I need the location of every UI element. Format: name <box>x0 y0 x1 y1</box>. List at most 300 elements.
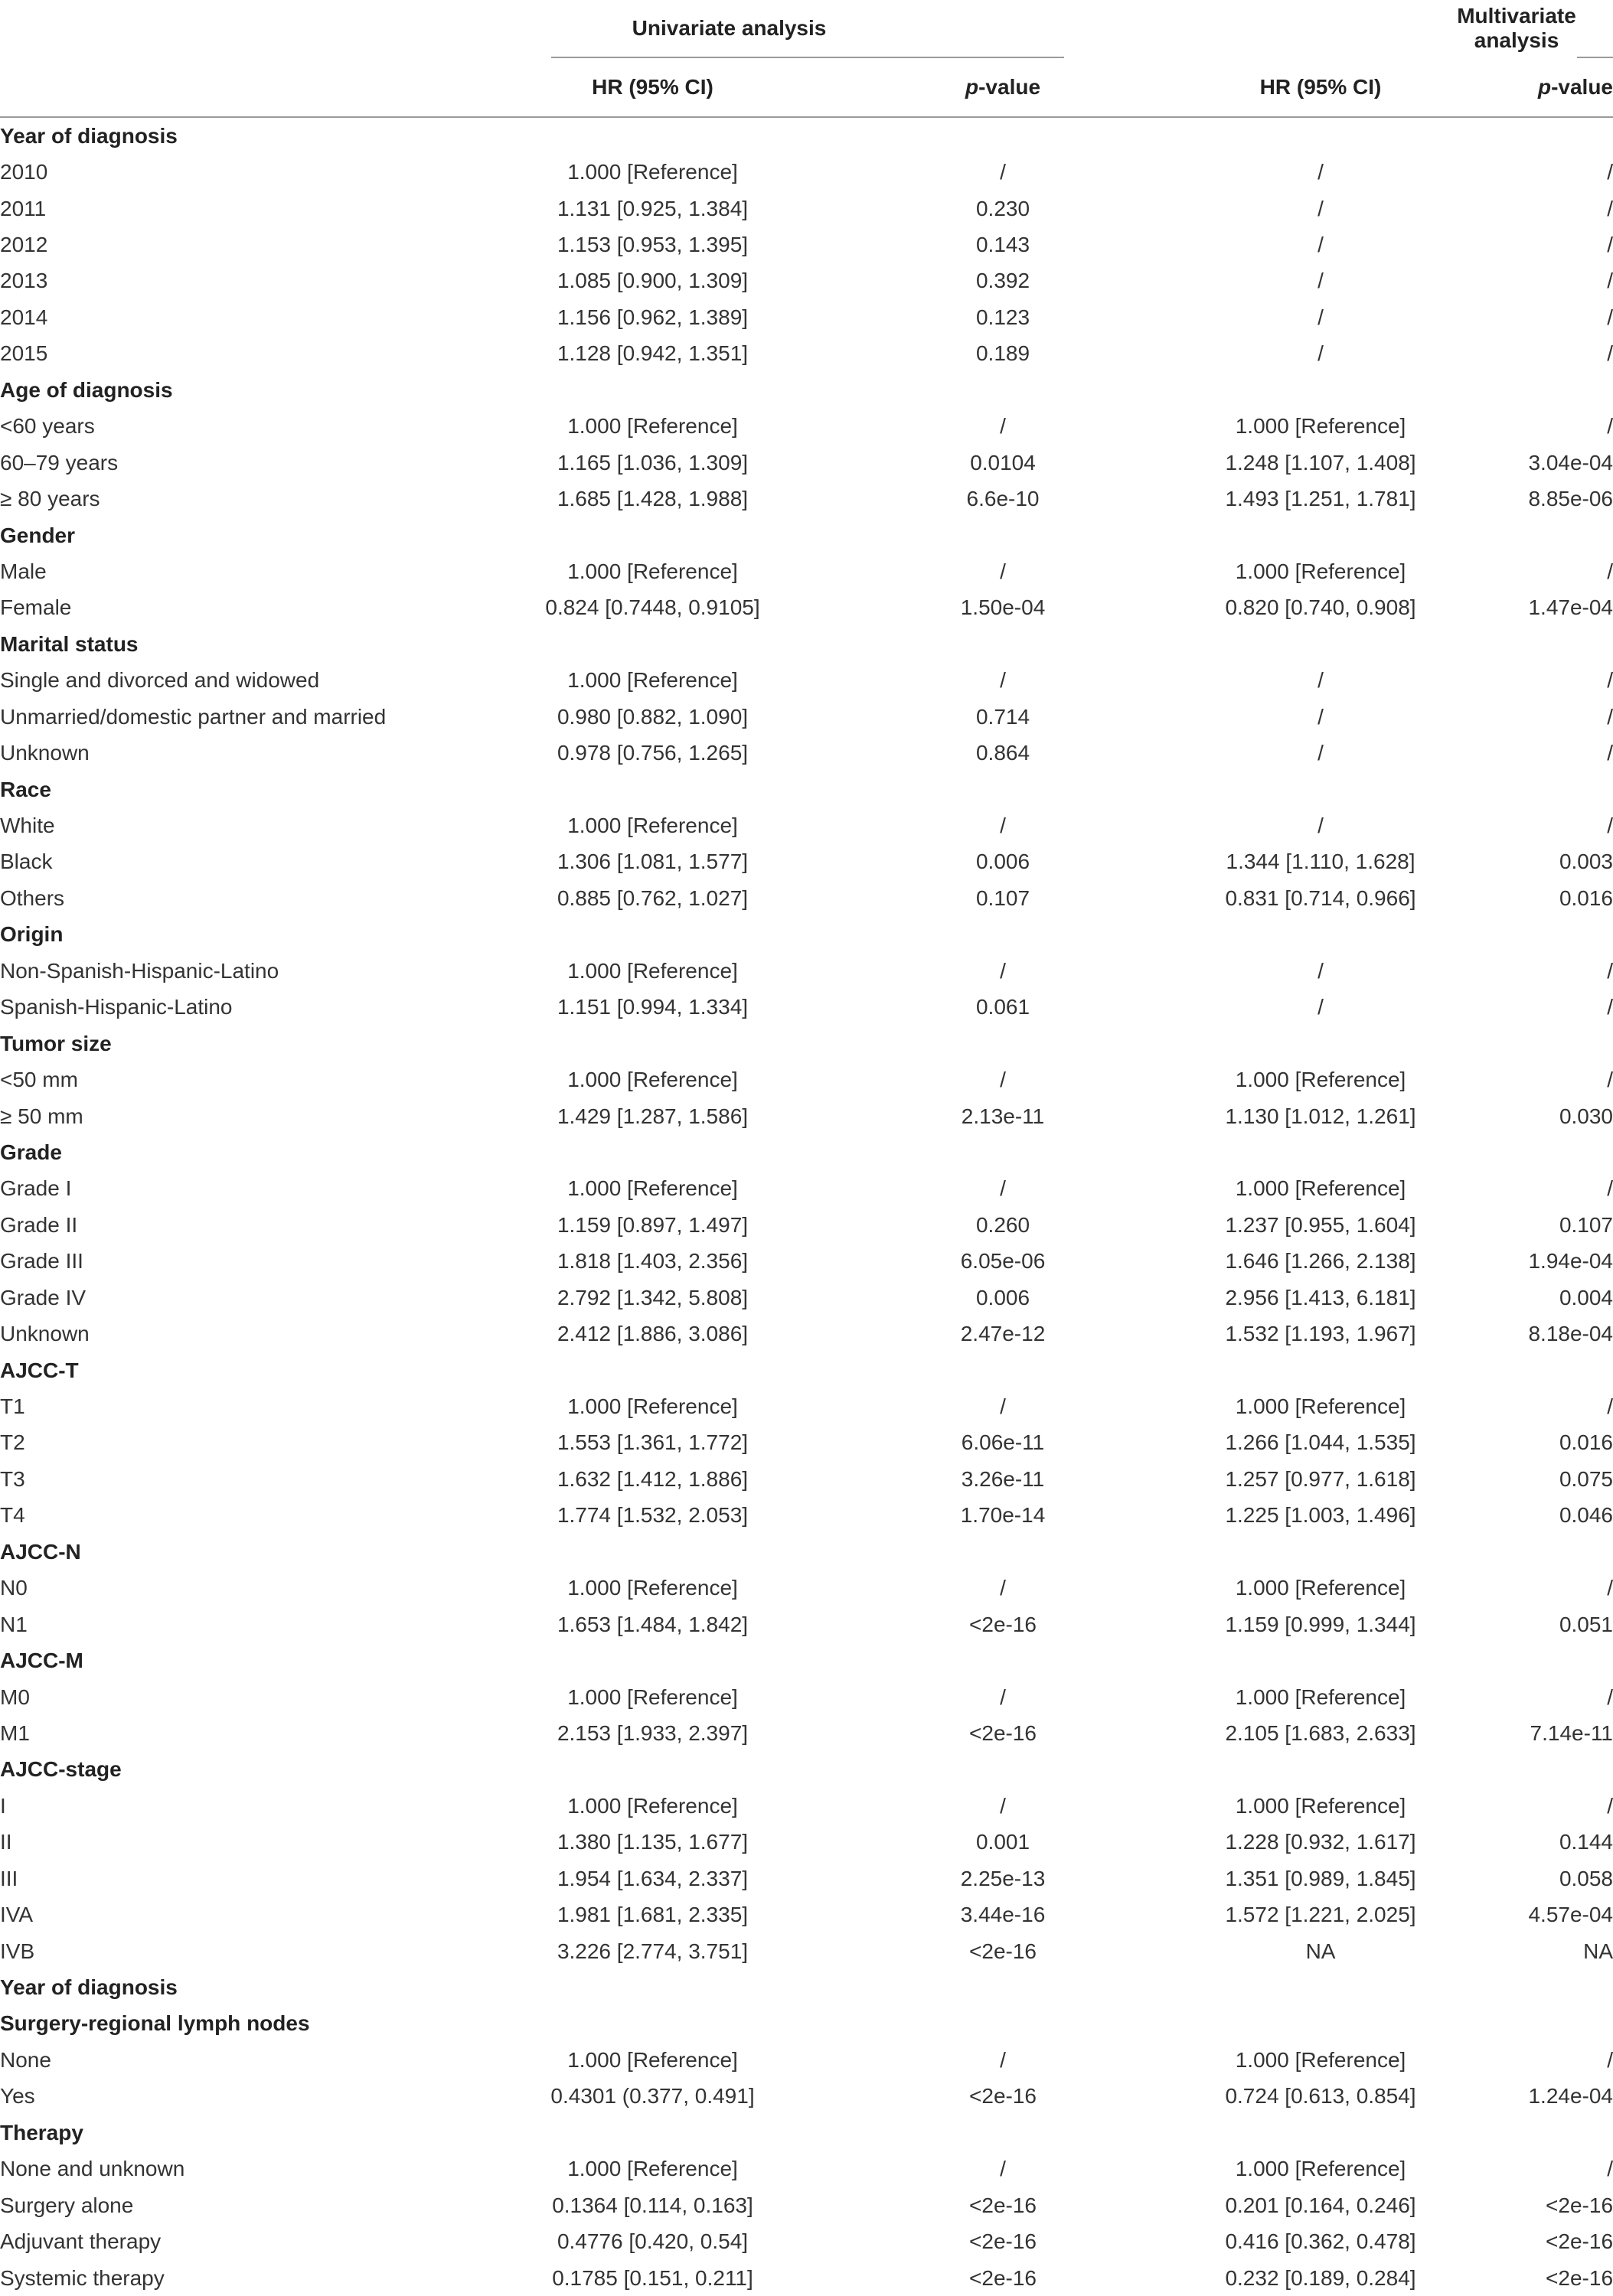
multivariate-hr-cell: 2.956 [1.413, 6.181] <box>1225 1285 1416 1309</box>
univariate-header-label: Univariate analysis <box>632 16 827 40</box>
univariate-p-cell: 0.0104 <box>970 450 1036 475</box>
table-row <box>0 2042 1613 2078</box>
row-label: Female <box>0 595 72 620</box>
univariate-p-cell: / <box>1000 668 1006 693</box>
univariate-p-cell: <2e-16 <box>969 2265 1037 2290</box>
category-label: AJCC-N <box>0 1539 81 1564</box>
multivariate-hr-cell: 1.351 [0.989, 1.845] <box>1225 1866 1416 1890</box>
multivariate-p-cell: 4.57e-04 <box>1528 1903 1613 1927</box>
multivariate-p-cell: 1.94e-04 <box>1528 1249 1613 1274</box>
table-row <box>0 154 1613 190</box>
row-label: White <box>0 814 55 838</box>
univariate-hr-cell: 1.000 [Reference] <box>567 2047 738 2072</box>
univariate-hr-cell: 1.774 [1.532, 2.053] <box>557 1503 749 1528</box>
multivariate-hr-cell: 1.000 [Reference] <box>1235 1793 1406 1818</box>
multivariate-hr-cell: / <box>1318 668 1324 693</box>
category-row <box>0 2006 1613 2042</box>
row-label: Unknown <box>0 1322 90 1346</box>
univariate-hr-cell: 1.000 [Reference] <box>567 2157 738 2181</box>
multivariate-p-cell: / <box>1607 1394 1613 1419</box>
multivariate-header <box>1190 0 1613 57</box>
multivariate-p-cell: / <box>1607 2047 1613 2072</box>
univariate-p-cell: <2e-16 <box>969 2084 1037 2108</box>
univariate-p-cell: / <box>1000 2047 1006 2072</box>
univariate-hr-cell: 1.818 [1.403, 2.356] <box>557 1249 749 1274</box>
row-label: T4 <box>0 1503 25 1528</box>
table-row <box>0 953 1613 989</box>
row-label: Grade II <box>0 1212 78 1237</box>
row-label: 2013 <box>0 269 48 293</box>
category-row <box>0 1352 1613 1388</box>
row-label: 2011 <box>0 196 47 220</box>
univariate-hr-cell: 1.553 [1.361, 1.772] <box>557 1430 749 1455</box>
univariate-p-cell: 0.107 <box>975 885 1030 910</box>
row-label: Unknown <box>0 741 90 765</box>
table-row <box>0 1606 1613 1642</box>
univariate-p-cell: 3.44e-16 <box>960 1903 1046 1927</box>
multivariate-p-cell: 1.24e-04 <box>1528 2084 1613 2108</box>
multivariate-hr-cell: 1.000 [Reference] <box>1235 559 1406 583</box>
univariate-p-cell: 0.392 <box>975 269 1030 293</box>
multivariate-hr-cell: 1.228 [0.932, 1.617] <box>1225 1830 1416 1854</box>
table-row <box>0 263 1613 299</box>
multivariate-p-cell: 3.04e-04 <box>1528 450 1613 475</box>
row-label: Grade IV <box>0 1285 87 1309</box>
univariate-hr-cell: 3.226 [2.774, 3.751] <box>557 1939 749 1963</box>
row-label: <60 years <box>0 414 95 439</box>
table-body <box>0 117 1613 2296</box>
multivariate-hr-cell: / <box>1318 305 1324 329</box>
table-row <box>0 191 1613 227</box>
table-row <box>0 1461 1613 1497</box>
group-header-row <box>0 0 1613 57</box>
row-label: Black <box>0 850 53 874</box>
multivariate-hr-cell: 1.493 [1.251, 1.781] <box>1225 487 1416 511</box>
univariate-p-header <box>815 58 1190 117</box>
table-row <box>0 590 1613 626</box>
univariate-hr-cell: 1.632 [1.412, 1.886] <box>557 1466 749 1491</box>
univariate-p-cell: / <box>1000 1684 1006 1709</box>
label-column-header <box>0 58 490 117</box>
multivariate-hr-cell: / <box>1318 814 1324 838</box>
multivariate-p-cell: 0.030 <box>1559 1104 1613 1128</box>
table-row <box>0 1570 1613 1606</box>
table-row <box>0 553 1613 589</box>
multivariate-p-cell: 8.85e-06 <box>1528 487 1613 511</box>
univariate-hr-cell: 1.653 [1.484, 1.842] <box>557 1612 749 1636</box>
univariate-p-italic: p <box>965 75 979 99</box>
multivariate-hr-header: HR (95% CI) <box>1190 58 1451 117</box>
multivariate-p-cell: / <box>1607 704 1613 729</box>
multivariate-p-cell: / <box>1607 814 1613 838</box>
univariate-p-cell: 0.864 <box>975 741 1030 765</box>
row-label: Spanish-Hispanic-Latino <box>0 995 233 1019</box>
multivariate-p-cell: / <box>1607 269 1613 293</box>
table-row <box>0 807 1613 843</box>
table-row <box>0 2223 1613 2259</box>
row-label: Others <box>0 885 65 910</box>
multivariate-hr-cell: / <box>1318 341 1324 366</box>
multivariate-hr-cell: 2.105 [1.683, 2.633] <box>1225 1720 1416 1745</box>
univariate-hr-cell: 1.000 [Reference] <box>567 1576 738 1600</box>
row-label: None and unknown <box>0 2157 185 2181</box>
univariate-p-cell: / <box>1000 814 1006 838</box>
row-label: II <box>0 1830 12 1854</box>
multivariate-hr-cell: 0.831 [0.714, 0.966] <box>1225 885 1416 910</box>
multivariate-p-cell: / <box>1607 414 1613 439</box>
category-row <box>0 1534 1613 1570</box>
table-row <box>0 1244 1613 1280</box>
multivariate-hr-cell: 1.572 [1.221, 2.025] <box>1225 1903 1416 1927</box>
univariate-p-cell: 0.230 <box>975 196 1030 220</box>
multivariate-hr-cell: 1.000 [Reference] <box>1235 1068 1406 1092</box>
multivariate-hr-cell: 1.000 [Reference] <box>1235 414 1406 439</box>
table-row <box>0 1825 1613 1861</box>
row-label: Single and divorced and widowed <box>0 668 320 693</box>
multivariate-hr-cell: / <box>1318 196 1324 220</box>
multivariate-hr-cell: 0.232 [0.189, 0.284] <box>1225 2265 1416 2290</box>
row-label: <50 mm <box>0 1068 78 1092</box>
multivariate-hr-cell: / <box>1318 958 1324 983</box>
multivariate-p-cell: 0.144 <box>1559 1830 1613 1854</box>
univariate-p-cell: <2e-16 <box>969 2193 1037 2217</box>
category-label: Year of diagnosis <box>0 123 178 148</box>
row-label: Unmarried/domestic partner and married <box>0 704 387 729</box>
multivariate-p-cell: <2e-16 <box>1546 2265 1613 2290</box>
multivariate-p-cell: 0.016 <box>1559 1430 1613 1455</box>
table-row <box>0 1788 1613 1824</box>
univariate-p-cell: <2e-16 <box>969 1612 1037 1636</box>
category-label: Surgery-regional lymph nodes <box>0 2011 310 2036</box>
univariate-hr-cell: 0.885 [0.762, 1.027] <box>557 885 749 910</box>
multivariate-hr-cell: / <box>1318 741 1324 765</box>
row-label: I <box>0 1793 6 1818</box>
univariate-p-cell: / <box>1000 160 1006 184</box>
category-label: AJCC-T <box>0 1358 79 1382</box>
row-label: N1 <box>0 1612 28 1636</box>
category-label: Race <box>0 777 51 801</box>
multivariate-p-cell: 0.051 <box>1559 1612 1613 1636</box>
univariate-hr-cell: 0.824 [0.7448, 0.9105] <box>545 595 760 620</box>
multivariate-p-cell: / <box>1607 995 1613 1019</box>
multivariate-hr-cell: / <box>1318 233 1324 257</box>
category-label: Grade <box>0 1140 62 1164</box>
row-label: III <box>0 1866 18 1890</box>
univariate-hr-cell: 1.954 [1.634, 2.337] <box>557 1866 749 1890</box>
univariate-hr-cell: 0.4301 (0.377, 0.491] <box>550 2084 755 2108</box>
univariate-p-cell: 1.70e-14 <box>960 1503 1046 1528</box>
multivariate-p-cell: / <box>1607 668 1613 693</box>
category-row <box>0 1134 1613 1170</box>
multivariate-p-cell: 7.14e-11 <box>1530 1720 1613 1745</box>
table-row <box>0 409 1613 445</box>
multivariate-hr-cell: 1.532 [1.193, 1.967] <box>1225 1322 1416 1346</box>
multivariate-p-cell: NA <box>1583 1939 1613 1963</box>
univariate-hr-cell: 1.153 [0.953, 1.395] <box>557 233 749 257</box>
univariate-hr-cell: 1.000 [Reference] <box>567 1684 738 1709</box>
univariate-p-cell: <2e-16 <box>969 2229 1037 2254</box>
table-row <box>0 990 1613 1026</box>
univariate-p-cell: 0.061 <box>975 995 1030 1019</box>
multivariate-p-cell: / <box>1607 559 1613 583</box>
category-row <box>0 771 1613 807</box>
multivariate-p-cell: 0.003 <box>1559 850 1613 874</box>
table-row <box>0 1425 1613 1461</box>
univariate-hr-cell: 1.429 [1.287, 1.586] <box>557 1104 749 1128</box>
multivariate-hr-cell: / <box>1318 704 1324 729</box>
category-label: Age of diagnosis <box>0 377 173 402</box>
category-row <box>0 1642 1613 1678</box>
multivariate-p-cell: / <box>1607 305 1613 329</box>
multivariate-p-cell: / <box>1607 1793 1613 1818</box>
univariate-hr-cell: 1.156 [0.962, 1.389] <box>557 305 749 329</box>
table-row <box>0 1207 1613 1243</box>
category-row <box>0 1752 1613 1788</box>
univariate-hr-cell: 0.978 [0.756, 1.265] <box>557 741 749 765</box>
univariate-p-cell: / <box>1000 1068 1006 1092</box>
table-row <box>0 2187 1613 2223</box>
multivariate-p-header <box>1451 58 1613 117</box>
row-label: M0 <box>0 1684 30 1709</box>
multivariate-p-cell: <2e-16 <box>1546 2193 1613 2217</box>
row-label: T1 <box>0 1394 25 1419</box>
table-row <box>0 2151 1613 2187</box>
multivariate-p-cell: / <box>1607 2157 1613 2181</box>
multivariate-hr-cell: 1.000 [Reference] <box>1235 1684 1406 1709</box>
univariate-p-cell: 3.26e-11 <box>961 1466 1045 1491</box>
table-row <box>0 1679 1613 1715</box>
univariate-p-cell: 6.06e-11 <box>961 1430 1045 1455</box>
univariate-p-cell: 0.189 <box>975 341 1030 366</box>
table-row <box>0 1062 1613 1097</box>
univariate-p-cell: / <box>1000 958 1006 983</box>
multivariate-p-cell: 1.47e-04 <box>1528 595 1613 620</box>
multivariate-p-cell: 0.046 <box>1559 1503 1613 1528</box>
univariate-hr-cell: 1.159 [0.897, 1.497] <box>557 1212 749 1237</box>
multivariate-p-rest: -value <box>1551 75 1613 99</box>
category-row <box>0 2115 1613 2151</box>
multivariate-p-cell: / <box>1607 341 1613 366</box>
row-label: T2 <box>0 1430 25 1455</box>
row-label: 60–79 years <box>0 450 119 475</box>
table-row <box>0 445 1613 481</box>
multivariate-hr-cell: 1.159 [0.999, 1.344] <box>1225 1612 1416 1636</box>
univariate-hr-cell: 2.153 [1.933, 2.397] <box>557 1720 749 1745</box>
row-label: M1 <box>0 1720 30 1745</box>
multivariate-p-cell: / <box>1607 1068 1613 1092</box>
multivariate-hr-cell: 0.416 [0.362, 0.478] <box>1225 2229 1416 2254</box>
univariate-p-cell: 2.25e-13 <box>960 1866 1046 1890</box>
row-label: ≥ 50 mm <box>0 1104 83 1128</box>
multivariate-p-cell: 0.107 <box>1559 1212 1613 1237</box>
multivariate-hr-cell: 1.000 [Reference] <box>1235 2157 1406 2181</box>
univariate-hr-cell: 1.151 [0.994, 1.334] <box>557 995 749 1019</box>
univariate-p-cell: 2.47e-12 <box>960 1322 1046 1346</box>
multivariate-hr-cell: 1.344 [1.110, 1.628] <box>1226 850 1415 874</box>
univariate-hr-cell: 0.1364 [0.114, 0.163] <box>552 2193 753 2217</box>
table-row <box>0 299 1613 335</box>
univariate-hr-cell: 1.000 [Reference] <box>567 1793 738 1818</box>
row-label: T3 <box>0 1466 25 1491</box>
univariate-p-cell: / <box>1000 1394 1006 1419</box>
multivariate-p-cell: 0.058 <box>1559 1866 1613 1890</box>
multivariate-hr-cell: 1.646 [1.266, 2.138] <box>1225 1249 1416 1274</box>
multivariate-p-cell: / <box>1607 1176 1613 1201</box>
category-row <box>0 917 1613 953</box>
table-row <box>0 2260 1613 2296</box>
univariate-p-cell: 6.05e-06 <box>960 1249 1046 1274</box>
table-row <box>0 1388 1613 1424</box>
table-row <box>0 699 1613 735</box>
univariate-hr-cell: 0.980 [0.882, 1.090] <box>557 704 749 729</box>
univariate-hr-cell: 0.1785 [0.151, 0.211] <box>552 2265 753 2290</box>
multivariate-p-cell: / <box>1607 741 1613 765</box>
multivariate-hr-cell: 1.000 [Reference] <box>1235 2047 1406 2072</box>
row-label: Grade III <box>0 1249 83 1274</box>
multivariate-hr-cell: / <box>1318 160 1324 184</box>
category-row <box>0 117 1613 154</box>
multivariate-p-cell: / <box>1607 1576 1613 1600</box>
row-label: Systemic therapy <box>0 2265 165 2290</box>
category-label: Marital status <box>0 631 139 656</box>
multivariate-hr-cell: / <box>1318 269 1324 293</box>
multivariate-p-cell: / <box>1607 160 1613 184</box>
multivariate-p-cell: 0.075 <box>1559 1466 1613 1491</box>
univariate-p-cell: 0.260 <box>975 1212 1030 1237</box>
multivariate-p-cell: <2e-16 <box>1546 2229 1613 2254</box>
multivariate-hr-cell: 1.257 [0.977, 1.618] <box>1225 1466 1416 1491</box>
multivariate-hr-cell: 1.130 [1.012, 1.261] <box>1225 1104 1416 1128</box>
category-label: Tumor size <box>0 1031 112 1055</box>
category-row <box>0 626 1613 662</box>
univariate-hr-cell: 1.981 [1.681, 2.335] <box>557 1903 749 1927</box>
univariate-hr-cell: 1.131 [0.925, 1.384] <box>557 196 749 220</box>
multivariate-hr-cell: NA <box>1305 1939 1336 1963</box>
row-label: Surgery alone <box>0 2193 134 2217</box>
univariate-hr-cell: 1.000 [Reference] <box>567 668 738 693</box>
multivariate-p-italic: p <box>1537 75 1552 99</box>
univariate-p-cell: / <box>1000 1176 1006 1201</box>
univariate-hr-cell: 1.128 [0.942, 1.351] <box>557 341 749 366</box>
row-label: 2015 <box>0 341 48 366</box>
table-row <box>0 1280 1613 1316</box>
univariate-hr-cell: 1.000 [Reference] <box>567 1394 738 1419</box>
category-label: Year of diagnosis <box>0 1975 178 2000</box>
univariate-hr-cell: 1.000 [Reference] <box>567 814 738 838</box>
univariate-p-cell: 0.123 <box>975 305 1030 329</box>
univariate-hr-cell: 1.165 [1.036, 1.309] <box>557 450 749 475</box>
univariate-hr-cell: 1.000 [Reference] <box>567 414 738 439</box>
row-label: Non-Spanish-Hispanic-Latino <box>0 958 279 983</box>
row-label: None <box>0 2047 51 2072</box>
multivariate-hr-cell: 1.000 [Reference] <box>1235 1576 1406 1600</box>
univariate-hr-cell: 1.000 [Reference] <box>567 1068 738 1092</box>
univariate-p-cell: 6.6e-10 <box>966 487 1040 511</box>
category-label: AJCC-stage <box>0 1757 122 1782</box>
table-row <box>0 227 1613 263</box>
univariate-hr-cell: 1.000 [Reference] <box>567 1176 738 1201</box>
category-label: AJCC-M <box>0 1649 83 1673</box>
multivariate-p-cell: 0.004 <box>1559 1285 1613 1309</box>
multivariate-hr-cell: 1.237 [0.955, 1.604] <box>1225 1212 1416 1237</box>
univariate-hr-cell: 2.412 [1.886, 3.086] <box>557 1322 749 1346</box>
univariate-p-cell: / <box>1000 414 1006 439</box>
multivariate-hr-cell: 0.201 [0.164, 0.246] <box>1225 2193 1416 2217</box>
univariate-p-cell: / <box>1000 1576 1006 1600</box>
univariate-p-cell: 1.50e-04 <box>960 595 1046 620</box>
row-label: IVA <box>0 1903 34 1927</box>
univariate-hr-cell: 2.792 [1.342, 5.808] <box>557 1285 749 1309</box>
univariate-hr-cell: 1.085 [0.900, 1.309] <box>557 269 749 293</box>
univariate-hr-cell: 1.000 [Reference] <box>567 559 738 583</box>
multivariate-header-label: Multivariate analysis <box>1457 4 1576 52</box>
row-label: 2012 <box>0 233 48 257</box>
row-label: ≥ 80 years <box>0 487 100 511</box>
row-label: IVB <box>0 1939 35 1963</box>
table-row <box>0 2079 1613 2115</box>
univariate-hr-cell: 1.380 [1.135, 1.677] <box>557 1830 749 1854</box>
multivariate-hr-cell: 0.820 [0.740, 0.908] <box>1225 595 1416 620</box>
univariate-p-cell: 0.006 <box>975 1285 1030 1309</box>
row-label: N0 <box>0 1576 28 1600</box>
category-label: Gender <box>0 523 76 547</box>
multivariate-hr-cell: 0.724 [0.613, 0.854] <box>1225 2084 1416 2108</box>
univariate-hr-cell: 1.000 [Reference] <box>567 160 738 184</box>
univariate-p-cell: / <box>1000 559 1006 583</box>
row-label: 2014 <box>0 305 48 329</box>
multivariate-p-cell: / <box>1607 196 1613 220</box>
multivariate-p-cell: 8.18e-04 <box>1528 1322 1613 1346</box>
table-row <box>0 1098 1613 1134</box>
univariate-p-cell: 0.006 <box>975 850 1030 874</box>
multivariate-hr-cell: 1.225 [1.003, 1.496] <box>1225 1503 1416 1528</box>
column-header-row <box>0 58 1613 117</box>
multivariate-p-cell: / <box>1607 1684 1613 1709</box>
univariate-header <box>490 0 1190 57</box>
header-blank <box>0 0 490 57</box>
univariate-p-cell: / <box>1000 2157 1006 2181</box>
table-row <box>0 1861 1613 1896</box>
multivariate-p-cell: 0.016 <box>1559 885 1613 910</box>
category-label: Therapy <box>0 2120 83 2144</box>
table-row <box>0 1171 1613 1207</box>
row-label: 2010 <box>0 160 48 184</box>
univariate-hr-cell: 1.685 [1.428, 1.988] <box>557 487 749 511</box>
row-label: Adjuvant therapy <box>0 2229 162 2254</box>
univariate-p-cell: <2e-16 <box>969 1720 1037 1745</box>
table-row <box>0 336 1613 372</box>
category-label: Origin <box>0 922 64 947</box>
multivariate-hr-cell: 1.248 [1.107, 1.408] <box>1225 450 1416 475</box>
table-row <box>0 735 1613 771</box>
univariate-hr-cell: 1.306 [1.081, 1.577] <box>557 850 749 874</box>
multivariate-p-cell: / <box>1607 233 1613 257</box>
row-label: Grade I <box>0 1176 72 1201</box>
table-row <box>0 663 1613 699</box>
univariate-p-cell: 0.714 <box>975 704 1030 729</box>
category-row <box>0 1026 1613 1062</box>
row-label: Male <box>0 559 47 583</box>
univariate-p-cell: 0.001 <box>975 1830 1030 1854</box>
table-row <box>0 1715 1613 1751</box>
table-row <box>0 1933 1613 1969</box>
univariate-p-cell: / <box>1000 1793 1006 1818</box>
table-row <box>0 844 1613 880</box>
multivariate-hr-cell: / <box>1318 995 1324 1019</box>
univariate-p-cell: 0.143 <box>975 233 1030 257</box>
univariate-p-cell: 2.13e-11 <box>961 1104 1045 1128</box>
multivariate-p-cell: / <box>1607 958 1613 983</box>
